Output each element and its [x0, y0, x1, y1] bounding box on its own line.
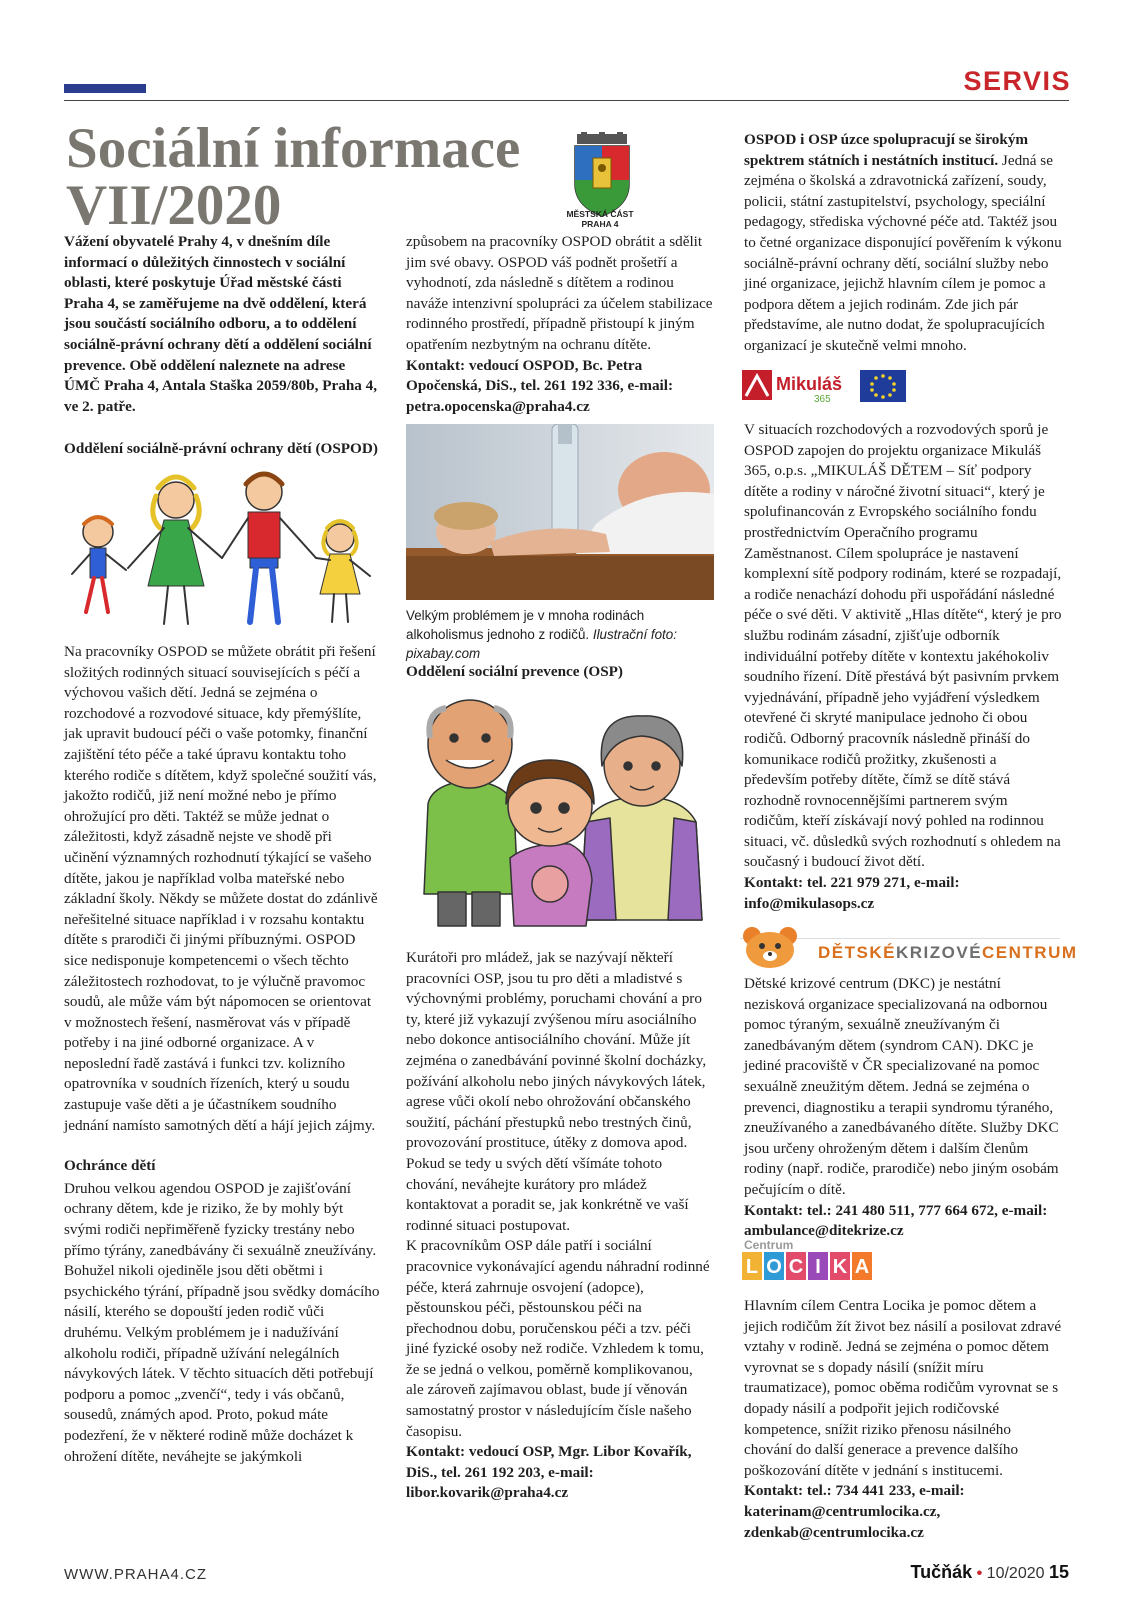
column-3-dkc: [744, 974, 1062, 1242]
photo-caption: [406, 606, 714, 663]
mikulas-logo-sub: 365: [814, 394, 831, 405]
grandparents-illustration: [410, 694, 710, 932]
cooperation-paragraph: [744, 130, 1062, 357]
ospod-paragraph: Na pracovníky OSPOD se můžete obrátit při řešení složitých rodinných situací souvisejících s péčí a výchovou vašich dětí. Jedná se zejména o rozchodové a rozvodové situace, kdy přemýšlíte, jak upravit budoucí péči o vaše potomky, finanční zajištění této péče a také úpravu kontaktu toho kterého rodiče s dítětem, když společné soužití vás, jakožto rodičů, již není možné nebo je přímo ohrožující pro děti. Taktéž se může jednat o záležitosti, když zásadně nejste ve shodě při učinění významných rozhodnutí týkající se vašeho dítěte, jakou je například volba mateřské nebo základní školy. Někdy se můžete dostat do zdánlivě neřešitelné situace například i v rozsahu kontaktu dítěte s prarodiči či jinými příbuznými. OSPOD sice nedisponuje kompetencemi o všech těchto záležitostech rozhodovat, to je výlučně pravomoc soudů, ale může vám být nápomocen se orientovat v možnostech řešení, nasměrovat vás v případě potřeby i na jiné odborné organizace. A v neposlední řadě zastává i funkci tzv. kolizního opatrovníka v soudních řízeních, který u soudu zastupuje vaše děti a je účastníkem soudního jednání namísto samotných dětí a hájí jejich zájmy.: [64, 643, 378, 1134]
locika-letter: L: [745, 1256, 759, 1278]
osp-contact: Kontakt: vedoucí OSP, Mgr. Libor Kovařík, DiS., tel. 261 192 203, e-mail: libor.kovarik@praha4.cz: [406, 1443, 692, 1502]
locika-letter: O: [766, 1256, 782, 1278]
emblem-caption-line-1: MĚSTSKÁ ČÁST: [566, 209, 634, 219]
dkc-logo-text: [818, 943, 1078, 963]
mikulas-logo-text: Mikuláš: [776, 374, 843, 394]
column-3-mikulas: [744, 420, 1062, 914]
locika-paragraph: Hlavním cílem Centra Locika je pomoc dětem a jejich rodičům žít život bez násilí a posilovat zdravé vztahy v rodině. Jedná se zejména o pomoc dětem vyrovnat se s dopady násilí (snížit míru traumatizace), pomoc oběma rodičům vyrovnat se s dopady násilí a podpořit jejich rodičovské kompetence, snížit riziko přenosu násilného chování do další generace a prevence dalšího poškozování dítěte v jednání s institucemi.: [744, 1297, 1062, 1479]
dkc-logo-word-2: KRIZOVÉ: [895, 943, 983, 962]
ospod-contact: Kontakt: vedoucí OSPOD, Bc. Petra Opočenská, DiS., tel. 261 192 336, e-mail: petra.opocenska@praha4.cz: [406, 356, 674, 415]
footer-issue: [910, 1562, 1069, 1583]
mikulas-paragraph: V situacích rozchodových a rozvodových sporů je OSPOD zapojen do projektu organizace Mikuláš 365, o.p.s. „MIKULÁŠ DĚTEM – Síť podpory dítěte a rodiny v náročné životní situaci“, který je spolufinancován z Evropského sociálního fondu prostřednictvím Operačního programu Zaměstnanost. Cílem spolupráce je nastavení komplexní sítě podpory rodinám, které se rozpadají, a rodiče nenachází dohodu při uspořádání následné péče o své děti. V aktivitě „Hlas dítěte“, který je pro službu rodinám zásadní, zjišťuje odborník individuální potřeby dítěte v kontextu jakéhokoliv soudního řízení. Dítě přestává být pasivním prvkem vyjednávání, případně jeho vyjádření výsledkem otevřené či skryté manipulace jednoho či obou rodičů. Odborný pracovník následně přináší do komunikace rodičů prožitky, zkušenosti a především potřeby dítěte, čímž se dítě stává rozhodně rovnocennějšími partnerem svým rodičům, kteří získávají nový pohled na rodinnou situaci, vč. důsledků svých rozhodnutí s ohledem na současný i budoucí život dětí.: [744, 421, 1062, 871]
locika-letter: A: [854, 1256, 870, 1278]
osp-paragraph-1: Kurátoři pro mládež, jak se nazývají někteří pracovníci OSP, jsou tu pro děti a mladistvé s výchovnými problémy, poruchami chování a pro ty, které již vykazují zvýšenou míru asociálního nebo dokonce antisociálního chování. Může jít zejména o zanedbávání povinné školní docházky, požívání alkoholu nebo jiných návykových látek, agrese vůči okolí nebo ohrožování občanského soužití, páchání přestupků nebo trestných činů, provozování prostituce, útěky z domova apod. Pokud se tedy u svých dětí všímáte tohoto chování, neváhejte kurátory pro mládež kontaktovat a poradit se, jak konkrétně ve vaší rodinné situaci postupovat.: [406, 949, 707, 1234]
heading-ospod: Oddělení sociálně-právní ochrany dětí (OSPOD): [64, 440, 378, 458]
page-title: [66, 117, 586, 237]
column-3-intro: [744, 130, 1062, 357]
family-drawing-illustration: [64, 462, 380, 634]
dkc-paragraph: Dětské krizové centrum (DKC) je nestátní nezisková organizace specializovaná na odbornou pomoc týraným, sexuálně zneužívaným či zanedbávaným dětem (syndrom CAN). DKC je jediné pracoviště v ČR specializované na pomoc sexuálně zneužitým dětem. Jedná se zejména o prevenci, diagnostiku a terapii syndromu týraného, zneužívaného a zanedbávaného dítěte. Služby DKC jsou určeny ohroženým dětem i dalším členům rodiny (např. rodiče, prarodiče) nebo jiným osobám pečujícím o dítě.: [744, 975, 1059, 1198]
ospod-continuation-paragraph: způsobem na pracovníky OSPOD obrátit a sdělit jim své obavy. OSPOD váš podnět prošetří a vyhodnotí, zda následně s dítětem a rodinou naváže intenzivní spolupráci za účelem stabilizace rodinného prostředí, případně přistoupí k jiným opatřením nezbytným na ochranu dítěte.: [406, 233, 713, 353]
photo-credit: Ilustrační foto: pixabay.com: [406, 627, 677, 661]
osp-paragraph-2: K pracovníkům OSP dále patří i sociální pracovnice vykonávající agendu náhradní rodinné péče, která zahrnuje osvojení (adopce), pěstounskou péči, pěstounskou péči na přechodnou dobu, poručenskou péči a tzv. péči jiné fyzické osoby než rodiče. Vzhledem k tomu, že se jedná o velkou, poměrně komplikovanou, ale zároveň zajímavou oblast, bude jí věnován samostatný prostor v následujícím čísle našeho časopisu.: [406, 1237, 710, 1440]
cooperation-rest: Jedná se zejména o školská a zdravotnická zařízení, soudy, policii, státní zastupitelství, psychology, speciální pedagogy, střediska výchovné péče atd. Taktéž jsou to četné organizace disponující pověřením k výkonu sociálně-právní ochrany dětí, sociální služby nebo jiné organizace, jejichž hlavním cílem je pomoc a podpora dětem a jejich rodinám. Zde jich pár představíme, ale nutno dodat, že spolupracujících organizací je skutečně velmi mnoho.: [744, 151, 1062, 354]
heading-ochrance: Ochránce dětí: [64, 1157, 156, 1175]
locika-letter: K: [832, 1256, 848, 1278]
photo-caption-text: Velkým problémem je v mnoha rodinách alkoholismus jednoho z rodičů.: [406, 608, 645, 642]
locika-contact: Kontakt: tel.: 734 441 233, e-mail: katerinam@centrumlocika.cz, zdenkab@centrumlocika.cz: [744, 1482, 965, 1541]
dkc-contact: Kontakt: tel.: 241 480 511, 777 664 672, e-mail: ambulance@ditekrize.cz: [744, 1201, 1048, 1240]
emblem-caption: [548, 209, 652, 229]
dkc-logo-word-3: CENTRUM: [982, 943, 1078, 962]
header-accent-bar: [64, 84, 146, 93]
column-2-top: [406, 232, 714, 417]
title-line-2: VII/2020: [66, 174, 282, 237]
header-rule: [64, 100, 1069, 101]
emblem-caption-line-2: PRAHA 4: [581, 219, 619, 229]
title-line-1: Sociální informace: [66, 117, 521, 180]
section-label: SERVIS: [963, 66, 1071, 96]
column-1-top: [64, 232, 380, 460]
column-2-heading: [406, 662, 714, 683]
cooperation-lead: OSPOD i OSP úzce spolupracují se širokým spektrem státních i nestátních institucí.: [744, 131, 1029, 169]
locika-logo: [742, 1252, 874, 1282]
footer-magazine: Tučňák: [910, 1562, 973, 1582]
heading-osp: Oddělení sociální prevence (OSP): [406, 663, 623, 680]
footer-website: WWW.PRAHA4.CZ: [64, 1566, 207, 1583]
footer-separator-icon: •: [976, 1565, 983, 1582]
column-1-body: [64, 642, 380, 1467]
intro-paragraph: Vážení obyvatelé Prahy 4, v dnešním díle informací o důležitých činnostech v sociální oblasti, které poskytuje Úřad městské části Praha 4, se zaměřujeme na dvě oddělení, která jsou součástí sociálního odboru, a to oddělení sociálně-právní ochrany dětí a oddělení sociální prevence. Obě oddělení naleznete na adrese ÚMČ Praha 4, Antala Staška 2059/80b, Praha 4, ve 2. patře.: [64, 233, 378, 415]
mikulas-contact: Kontakt: tel. 221 979 271, e-mail: info@mikulasops.cz: [744, 874, 960, 912]
mikulas-logo-row: [742, 366, 912, 406]
locika-logo-sub: Centrum: [744, 1238, 794, 1252]
teddy-bear-icon: [740, 924, 800, 968]
alcoholism-photo: [406, 424, 714, 600]
footer-issue-number: 10/2020: [986, 1565, 1045, 1582]
footer-page-number: 15: [1048, 1562, 1069, 1582]
dkc-logo-word-1: DĚTSKÉ: [818, 943, 896, 962]
column-2-body: [406, 948, 714, 1504]
column-3-locika: [744, 1296, 1062, 1543]
ochrance-paragraph: Druhou velkou agendou OSPOD je zajišťování ochrany dětem, kde je riziko, že by mohly být svými rodiči nepřiměřeně fyzicky trestány nebo přímo týrány, zanedbávány či sexuálně zneužívány. Bohužel nikoli ojediněle jsou děti obětmi i psychického týrání, případně jsou svědky domácího násilí, kterého se dopouští jeden rodič vůči druhému. Velkým problémem je i nadužívání alkoholu rodiči, případně užívání nelegálních návykových látek. V těchto situacích děti potřebují podporu a pomoc „zvenčí“, tedy i vás občanů, sousedů, známých apod. Proto, pokud máte podezření, že v některé rodině může docházet k ohrožení dítěte, neváhejte se jakýmkoli: [64, 1179, 380, 1465]
locika-letter: I: [815, 1256, 821, 1278]
locika-letter: C: [788, 1256, 804, 1278]
